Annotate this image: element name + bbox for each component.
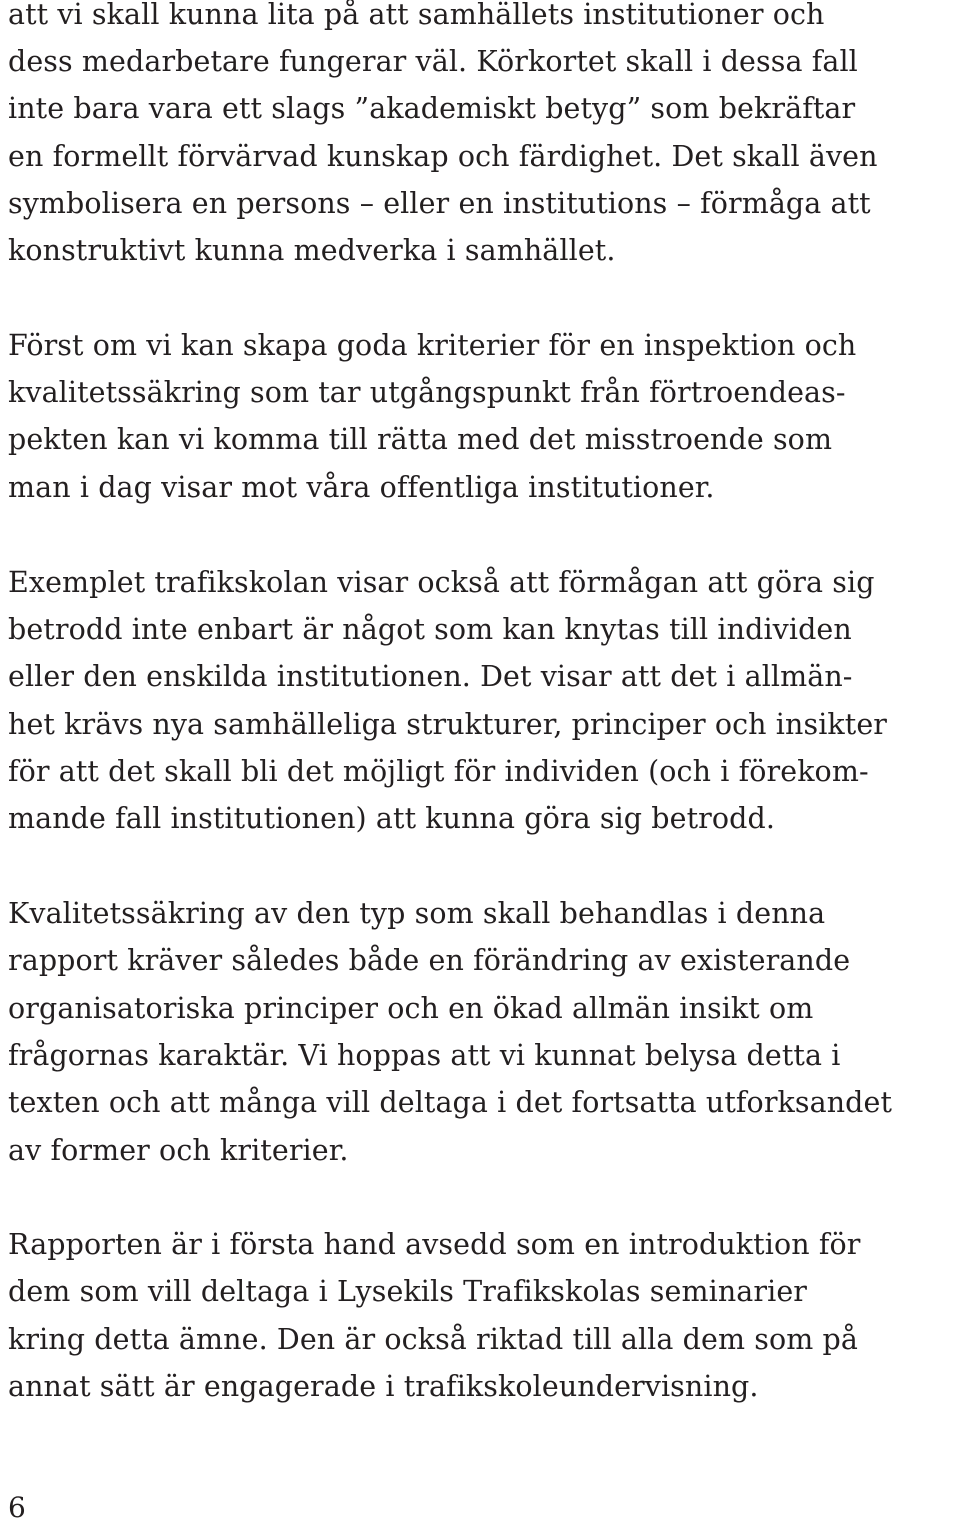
- text-line: kvalitetssäkring som tar utgångspunkt från förtroendeas-: [8, 376, 846, 409]
- text-line: pekten kan vi komma till rätta med det misstroende som: [8, 423, 833, 456]
- text-line: texten och att många vill deltaga i det fortsatta utforksandet: [8, 1086, 893, 1119]
- text-line: konstruktivt kunna medverka i samhället.: [8, 234, 616, 267]
- text-line: organisatoriska principer och en ökad allmän insikt om: [8, 992, 814, 1025]
- text-line: för att det skall bli det möjligt för individen (och i förekom-: [8, 755, 869, 788]
- text-line: rapport kräver således både en förändring av existerande: [8, 944, 851, 977]
- text-line: att vi skall kunna lita på att samhällets institutioner och: [8, 0, 825, 31]
- text-line: eller den enskilda institutionen. Det visar att det i allmän-: [8, 660, 853, 693]
- text-line: Kvalitetssäkring av den typ som skall behandlas i denna: [8, 897, 826, 930]
- text-line: av former och kriterier.: [8, 1134, 349, 1167]
- text-line: kring detta ämne. Den är också riktad till alla dem som på: [8, 1323, 858, 1356]
- text-line: dem som vill deltaga i Lysekils Trafikskolas seminarier: [8, 1275, 808, 1308]
- page-number: 6: [8, 1491, 26, 1524]
- text-line: dess medarbetare fungerar väl. Körkortet skall i dessa fall: [8, 45, 858, 78]
- text-line: frågornas karaktär. Vi hoppas att vi kunnat belysa detta i: [8, 1039, 841, 1072]
- text-line: betrodd inte enbart är något som kan knytas till individen: [8, 613, 852, 646]
- text-line: symbolisera en persons – eller en institutions – förmåga att: [8, 187, 871, 220]
- text-line: man i dag visar mot våra offentliga institutioner.: [8, 471, 715, 504]
- text-line: Rapporten är i första hand avsedd som en introduktion för: [8, 1228, 861, 1261]
- text-line: Exemplet trafikskolan visar också att förmågan att göra sig: [8, 566, 875, 599]
- text-line: mande fall institutionen) att kunna göra sig betrodd.: [8, 802, 775, 835]
- text-line: inte bara vara ett slags ”akademiskt betyg” som bekräftar: [8, 92, 856, 125]
- text-line: het krävs nya samhälleliga strukturer, principer och insikter: [8, 708, 888, 741]
- text-line: Först om vi kan skapa goda kriterier för en inspektion och: [8, 329, 857, 362]
- text-line: annat sätt är engagerade i trafikskoleundervisning.: [8, 1370, 759, 1403]
- text-line: en formellt förvärvad kunskap och färdighet. Det skall även: [8, 140, 878, 173]
